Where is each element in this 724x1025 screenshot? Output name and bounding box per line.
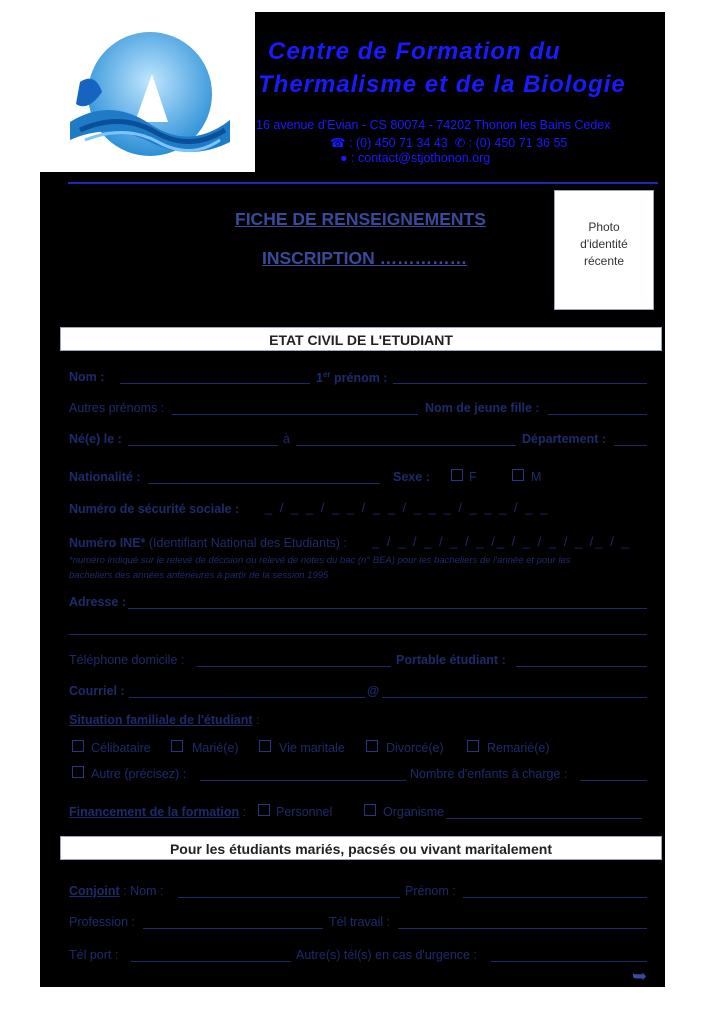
next-page-arrow-icon[interactable]: ➥ [632, 966, 648, 986]
photo-label-2: d'identité [580, 237, 628, 251]
label-departement: Département : [522, 432, 607, 446]
fax-icon: ✆ [451, 136, 466, 150]
checkbox-remarie[interactable] [467, 740, 479, 752]
label-tel-port: Tél port : [69, 948, 119, 962]
photo-box[interactable] [554, 190, 654, 310]
field-autres-tel[interactable] [491, 961, 647, 962]
label-a: à [283, 432, 290, 446]
checkbox-fin-organisme[interactable] [364, 804, 376, 816]
field-nom[interactable] [120, 383, 310, 384]
checkbox-autre[interactable] [72, 766, 84, 778]
section-etat-civil-heading: ETAT CIVIL DE L'ETUDIANT [60, 327, 662, 351]
field-adresse-line1[interactable] [128, 608, 647, 609]
photo-label-1: Photo [588, 220, 620, 234]
checkbox-marie[interactable] [171, 740, 183, 752]
header-divider [68, 182, 658, 184]
phone-icon: ☎ [330, 136, 346, 150]
field-courriel-domain[interactable] [382, 697, 647, 698]
label-sexe-m: M [531, 470, 542, 484]
header-title-line1: Centre de Formation du [268, 38, 561, 65]
checkbox-sexe-f[interactable] [451, 469, 463, 481]
label-situation: Situation familiale de l'étudiant : [69, 713, 260, 727]
label-financement: Financement de la formation : [69, 805, 247, 819]
checkbox-divorce[interactable] [366, 740, 378, 752]
header-address: 16 avenue d'Evian - CS 80074 - 74202 Thonon les Bains Cedex [256, 118, 611, 132]
checkbox-celibataire[interactable] [72, 740, 84, 752]
label-autres-tel: Autre(s) tél(s) en cas d'urgence : [296, 948, 477, 962]
label-adresse: Adresse : [69, 595, 126, 609]
field-tel-travail[interactable] [398, 928, 647, 929]
field-tel-domicile[interactable] [197, 666, 391, 667]
form-subtitle: INSCRIPTION …………… [262, 248, 468, 268]
field-nationalite[interactable] [148, 483, 380, 484]
label-marie: Marié(e) [192, 741, 239, 755]
label-celibataire: Célibataire [91, 741, 151, 755]
field-prenom[interactable] [393, 383, 647, 384]
label-remarie: Remarié(e) [487, 741, 550, 755]
header-phones [330, 135, 567, 150]
section-conjoint-heading: Pour les étudiants mariés, pacsés ou vivant maritalement [60, 836, 662, 860]
checkbox-sexe-m[interactable] [512, 469, 524, 481]
label-at: @ [367, 684, 380, 698]
header-fax: : (0) 450 71 36 55 [468, 136, 568, 150]
field-nom-jeune-fille[interactable] [548, 414, 647, 415]
field-date-naissance[interactable] [128, 445, 278, 446]
label-prenom: 1er prénom : [316, 370, 388, 386]
label-ne-le: Né(e) le : [69, 432, 122, 446]
label-fin-organisme: Organisme [383, 805, 445, 819]
label-autre: Autre (précisez) : [91, 767, 187, 781]
label-conjoint: Conjoint : Nom : [69, 884, 164, 898]
field-secu[interactable]: _ / _ _ / _ _ / _ _ / _ _ _ / _ _ _ / _ _ [265, 500, 550, 515]
label-secu: Numéro de sécurité sociale : [69, 502, 240, 516]
label-divorce: Divorcé(e) [386, 741, 444, 755]
label-sexe: Sexe : [393, 470, 430, 484]
label-sexe-f: F [469, 470, 477, 484]
label-tel-domicile: Téléphone domicile : [69, 653, 185, 667]
field-conjoint-prenom[interactable] [463, 897, 647, 898]
field-departement[interactable] [614, 445, 647, 446]
field-profession[interactable] [143, 928, 323, 929]
field-ine[interactable]: _ / _ / _ / _ / _ /_ / _ / _ / _ /_ / _ [372, 534, 631, 549]
header-phone: : (0) 450 71 34 43 [349, 136, 448, 150]
label-conjoint-prenom: Prénom : [405, 884, 456, 898]
label-nationalite: Nationalité : [69, 470, 141, 484]
field-fin-organisme[interactable] [446, 818, 642, 819]
form-title: FICHE DE RENSEIGNEMENTS [235, 209, 486, 229]
field-portable[interactable] [516, 666, 647, 667]
checkbox-vie-maritale[interactable] [259, 740, 271, 752]
label-nb-enfants: Nombre d'enfants à charge : [410, 767, 568, 781]
field-autre[interactable] [200, 780, 406, 781]
logo [40, 12, 255, 172]
label-nom: Nom : [69, 370, 105, 384]
field-nb-enfants[interactable] [580, 780, 647, 781]
field-lieu-naissance[interactable] [296, 445, 516, 446]
logo-graphic [40, 12, 255, 172]
header-email-row [340, 151, 490, 165]
label-profession: Profession : [69, 915, 136, 929]
checkbox-fin-personnel[interactable] [258, 804, 270, 816]
label-tel-travail: Tél travail : [329, 915, 391, 929]
label-vie-maritale: Vie maritale [279, 741, 345, 755]
label-nom-jeune-fille: Nom de jeune fille : [425, 401, 540, 415]
header-email: : contact@stjothonon.org [351, 151, 491, 165]
header-title-line2: Thermalisme et de la Biologie [258, 71, 626, 98]
label-autres-prenoms: Autres prénoms : [69, 401, 165, 415]
field-autres-prenoms[interactable] [172, 414, 418, 415]
label-ine: Numéro INE* (Identifiant National des Etudiants) : [69, 536, 347, 550]
field-conjoint-nom[interactable] [178, 897, 400, 898]
field-tel-port[interactable] [131, 961, 291, 962]
label-fin-personnel: Personnel [276, 805, 333, 819]
label-courriel: Courriel : [69, 684, 125, 698]
label-portable: Portable étudiant : [396, 653, 506, 667]
ine-note-line2: bacheliers des années antérieures à partir de la session 1995 [69, 570, 329, 581]
photo-label-3: récente [583, 254, 625, 268]
email-icon: ● [340, 151, 348, 165]
ine-note-line1: *numéro indiqué sur le relevé de décision ou relevé de notes du bac (n° BEA) pour les bacheliers de l'année et pour les [69, 555, 571, 566]
field-adresse-line2[interactable] [69, 634, 647, 635]
field-courriel-user[interactable] [129, 697, 365, 698]
